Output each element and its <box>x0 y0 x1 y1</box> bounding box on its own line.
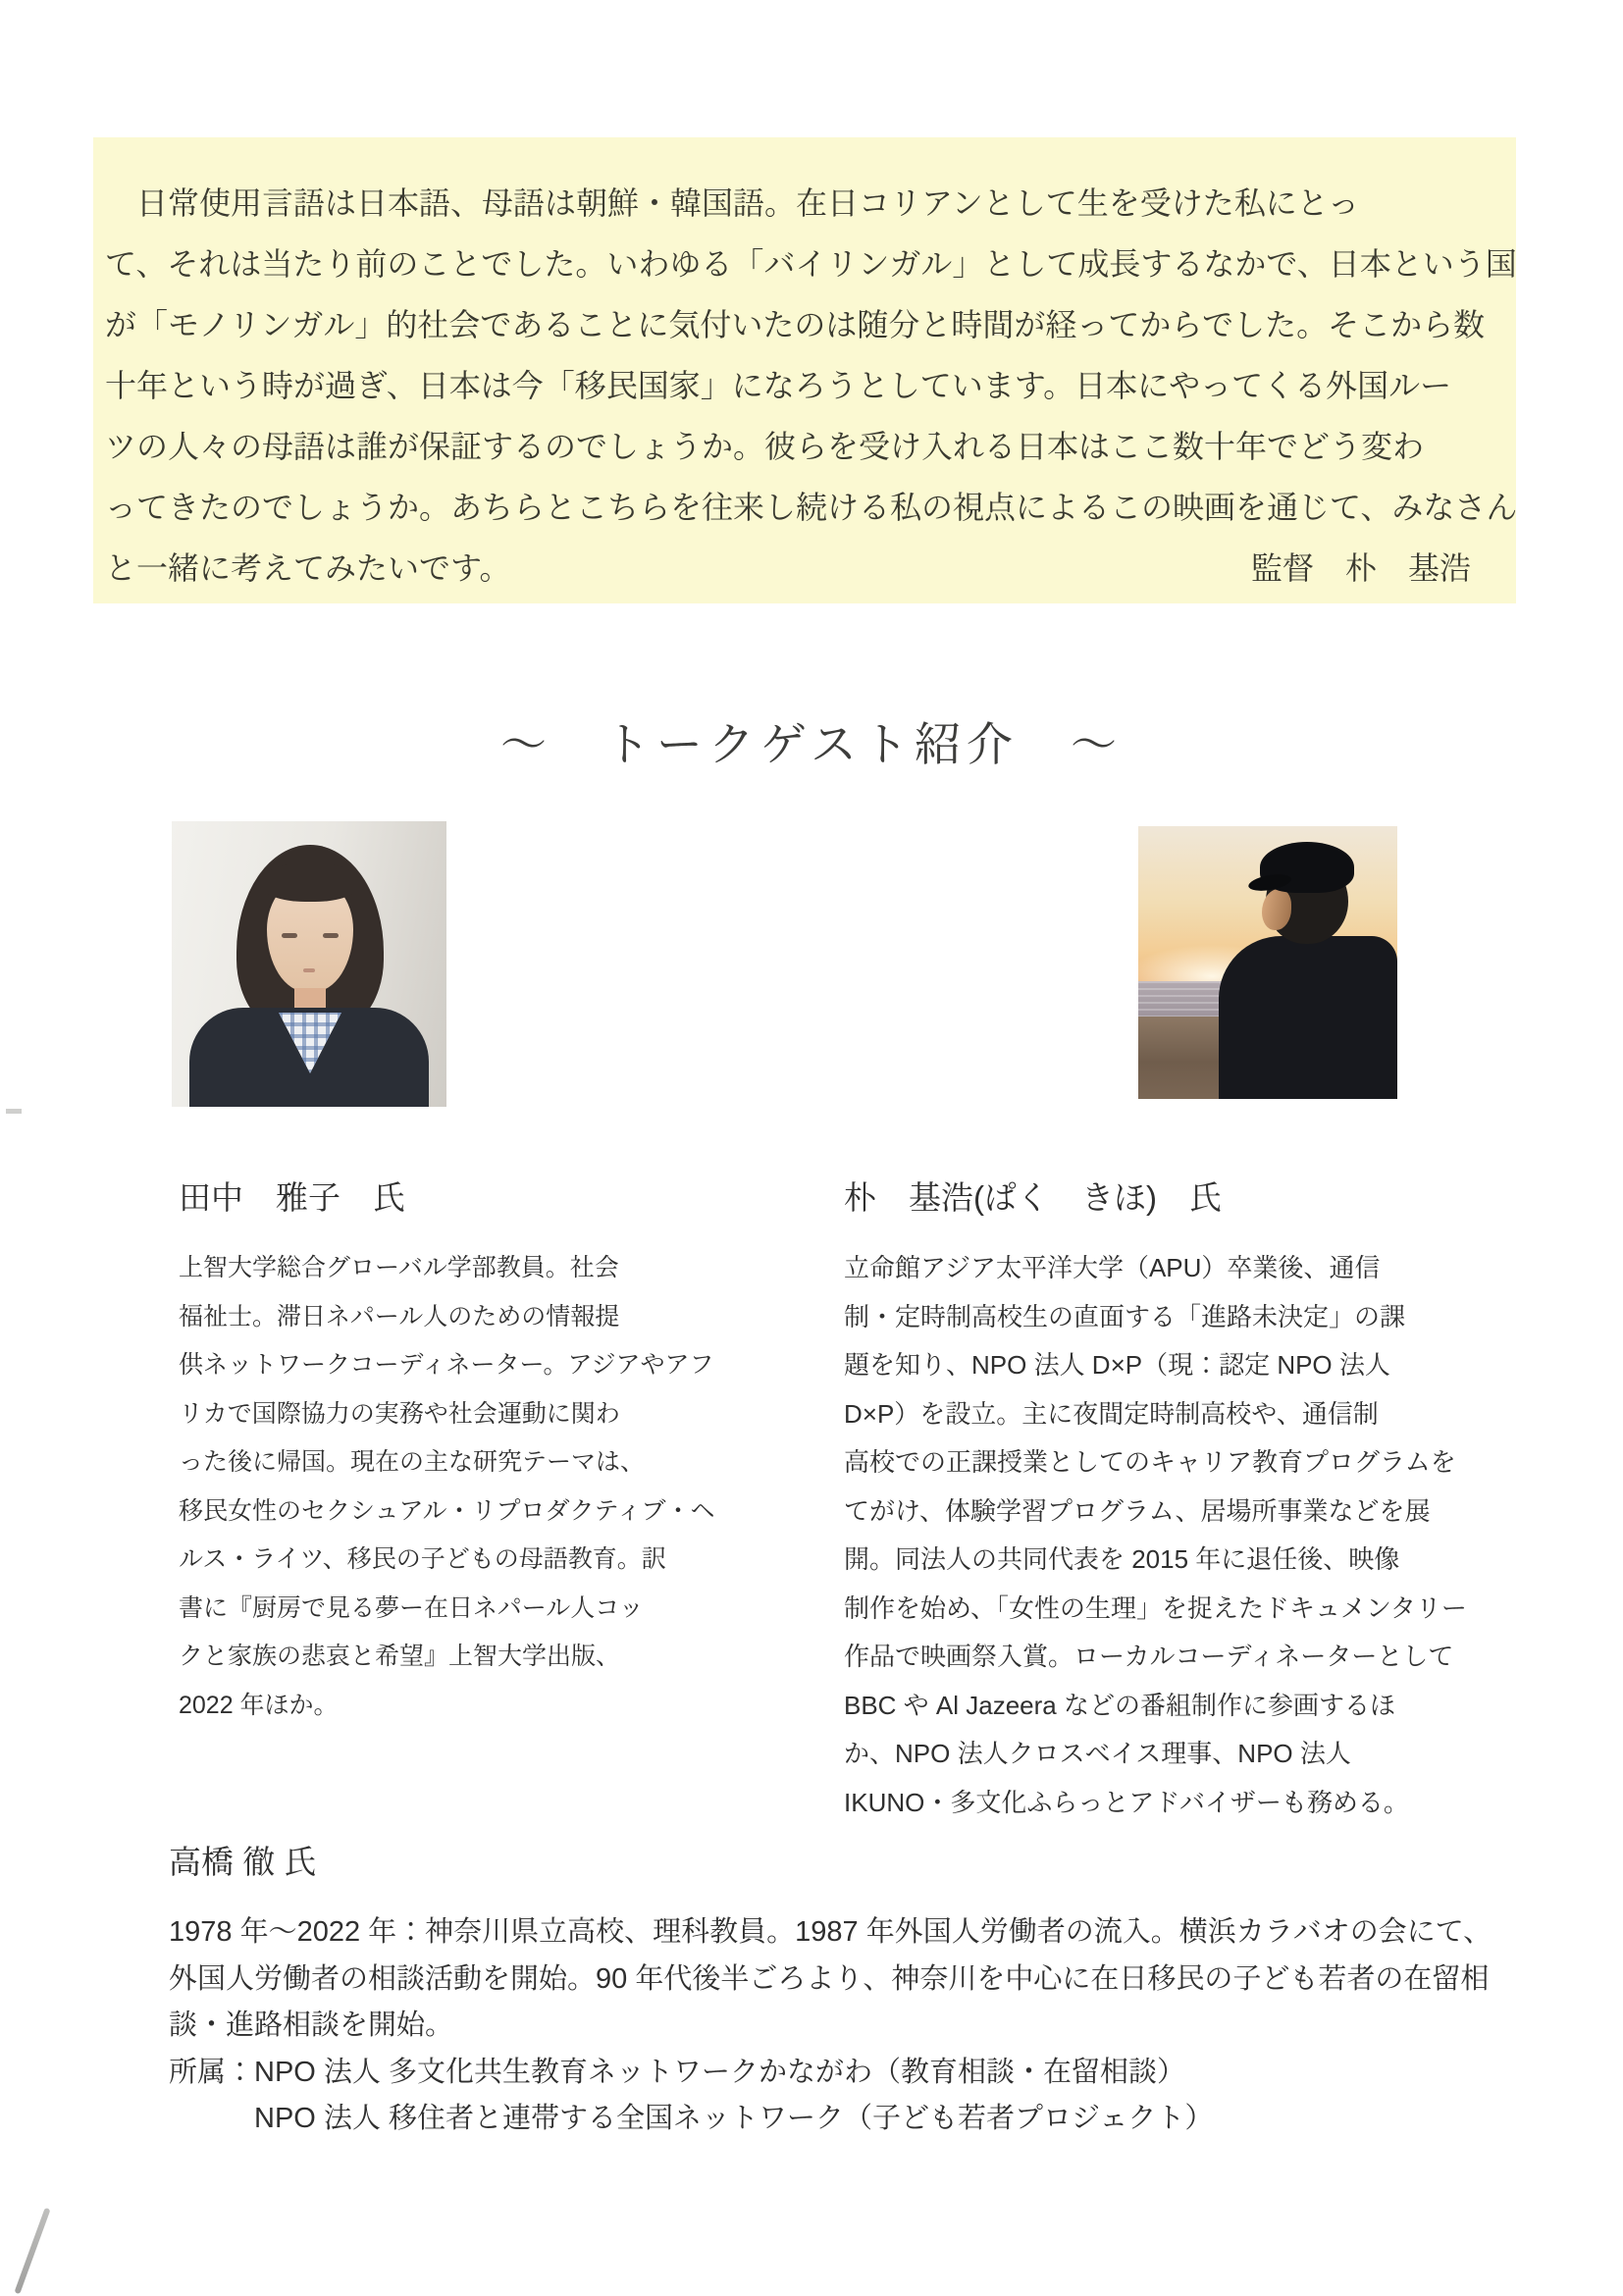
text-line: 2022 年ほか。 <box>179 1691 339 1719</box>
text-line: リカで国際協力の実務や社会運動に関わ <box>179 1399 620 1428</box>
text-line: 書に『厨房で見る夢ー在日ネパール人コッ <box>179 1593 644 1622</box>
guest-bio-takahashi <box>169 1909 1508 2143</box>
tanaka-photo-eye <box>323 933 339 938</box>
guest-name-tanaka: 田中 雅子 氏 <box>179 1179 405 1216</box>
text-line: BBC や Al Jazeera などの番組制作に参画するほ <box>844 1690 1395 1720</box>
scan-artifact-dash <box>6 1109 22 1114</box>
guest-name-takahashi: 高橋 徹 氏 <box>169 1844 317 1880</box>
tanaka-photo-bangs <box>260 862 360 902</box>
text-line: 所属：NPO 法人 多文化共生教育ネットワークかながわ（教育相談・在留相談） <box>169 2056 1185 2088</box>
scan-artifact-mark <box>14 2208 50 2295</box>
text-line: 供ネットワークコーディネーター。アジアやアフ <box>179 1351 714 1379</box>
text-line: 立命館アジア太平洋大学（APU）卒業後、通信 <box>844 1253 1381 1282</box>
guest-name-park: 朴 基浩(ぱく きほ) 氏 <box>844 1179 1222 1216</box>
text-line: IKUNO・多文化ふらっとアドバイザーも務める。 <box>844 1787 1409 1817</box>
director-statement-text <box>105 173 1518 538</box>
text-line: 移民女性のセクシュアル・リプロダクティブ・ヘ <box>179 1496 715 1525</box>
guest-bio-tanaka <box>179 1244 715 1730</box>
text-line: か、NPO 法人クロスベイス理事、NPO 法人 <box>844 1739 1351 1768</box>
text-line: ってきたのでしょうか。あちらとこちらを往来し続ける私の視点によるこの映画を通じて、みなさん <box>105 490 1518 525</box>
text-line: て、それは当たり前のことでした。いわゆる「バイリンガル」として成長するなかで、日本という国 <box>105 246 1517 282</box>
park-photo <box>1138 826 1397 1099</box>
text-line: 十年という時が過ぎ、日本は今「移民国家」になろうとしています。日本にやってくる外国ルー <box>105 368 1452 403</box>
park-photo-jacket <box>1219 936 1397 1099</box>
tanaka-photo <box>172 821 446 1107</box>
text-line: 外国人労働者の相談活動を開始。90 年代後半ごろより、神奈川を中心に在日移民の子ども若者の在留相 <box>169 1962 1490 1995</box>
statement-closing: と一緒に考えてみたいです。 <box>105 550 511 586</box>
text-line: D×P）を設立。主に夜間定時制高校や、通信制 <box>844 1398 1379 1429</box>
text-line: 制作を始め、「女性の生理」を捉えたドキュメンタリー <box>844 1592 1467 1623</box>
text-line: ツの人々の母語は誰が保証するのでしょうか。彼らを受け入れる日本はここ数十年でどう変わ <box>105 429 1425 464</box>
text-line: 福祉士。滞日ネパール人のための情報提 <box>179 1302 620 1331</box>
section-title: ～ トークゲスト紹介 ～ <box>499 718 1124 770</box>
director-statement-box <box>93 137 1516 603</box>
tanaka-photo-eye <box>282 933 297 938</box>
text-line: 開。同法人の共同代表を 2015 年に退任後、映像 <box>844 1544 1400 1574</box>
text-line: 上智大学総合グローバル学部教員。社会 <box>179 1254 619 1281</box>
text-line: てがけ、体験学習プログラム、居場所事業などを展 <box>844 1495 1431 1526</box>
text-line: 制・定時制高校生の直面する「進路未決定」の課 <box>844 1301 1406 1331</box>
text-line: 作品で映画祭入賞。ローカルコーディネーターとして <box>844 1642 1454 1671</box>
text-line: 高校での正課授業としてのキャリア教育プログラムを <box>844 1447 1456 1477</box>
director-credit: 監督 朴 基浩 <box>1250 550 1471 586</box>
text-line: NPO 法人 移住者と連帯する全国ネットワーク（子ども若者プロジェクト） <box>169 2103 1214 2134</box>
text-line: が「モノリンガル」的社会であることに気付いたのは随分と時間が経ってからでした。そこから数 <box>105 307 1486 342</box>
guest-bio-park <box>844 1244 1480 1827</box>
director-statement-last-line <box>105 538 1498 599</box>
tanaka-photo-mouth <box>303 968 315 972</box>
text-line: ルス・ライツ、移民の子どもの母語教育。訳 <box>179 1545 666 1573</box>
text-line: クと家族の悲哀と希望』上智大学出版、 <box>179 1643 621 1670</box>
text-line: 1978 年～2022 年：神奈川県立高校、理科教員。1987 年外国人労働者の流入。横浜カラバオの会にて、 <box>169 1916 1492 1948</box>
text-line: 談・進路相談を開始。 <box>169 2009 454 2041</box>
text-line: 題を知り、NPO 法人 D×P（現：認定 NPO 法人 <box>844 1350 1390 1380</box>
text-line: った後に帰国。現在の主な研究テーマは、 <box>179 1448 646 1476</box>
text-line: 日常使用言語は日本語、母語は朝鮮・韓国語。在日コリアンとして生を受けた私にとっ <box>105 185 1360 221</box>
